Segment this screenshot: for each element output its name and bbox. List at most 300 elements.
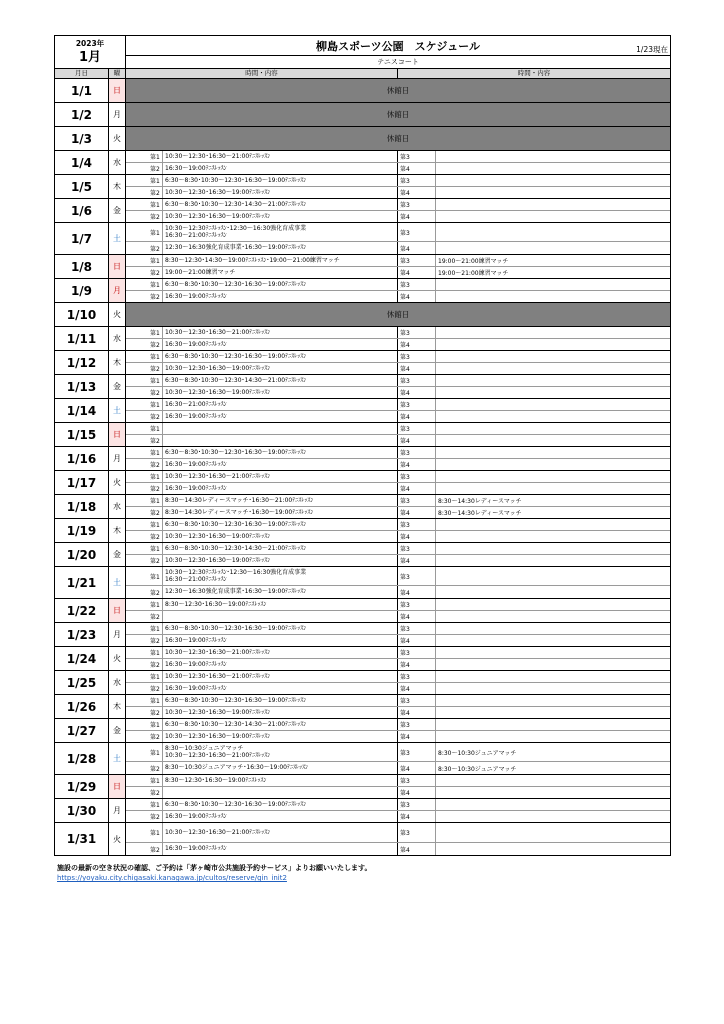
court-label: 第3	[398, 599, 436, 610]
court-label: 第4	[398, 811, 436, 822]
court-slots	[126, 351, 670, 374]
slot-row	[126, 423, 670, 435]
court-label: 第2	[126, 683, 163, 694]
day-row	[55, 599, 670, 623]
court-slots	[126, 647, 670, 670]
court-schedule	[436, 387, 670, 398]
court-schedule: 10:30～12:30･16:30～19:00ﾃﾆｽﾚｯｽﾝ	[163, 531, 398, 542]
court-schedule: 10:30～12:30･16:30～21:00ﾃﾆｽﾚｯｽﾝ	[163, 823, 398, 842]
day-date: 1/24	[55, 647, 109, 670]
day-date: 1/26	[55, 695, 109, 718]
slot-row	[126, 647, 670, 659]
slot-row	[126, 611, 670, 622]
court-schedule	[436, 775, 670, 786]
court-slots	[126, 519, 670, 542]
slot-row	[126, 743, 670, 762]
day-of-week: 木	[109, 695, 126, 718]
court-label: 第2	[126, 611, 163, 622]
slot-row	[126, 599, 670, 611]
court-label: 第4	[398, 731, 436, 742]
day-row	[55, 103, 670, 127]
court-label: 第1	[126, 775, 163, 786]
court-label: 第1	[126, 375, 163, 386]
court-label: 第1	[126, 327, 163, 338]
day-date: 1/11	[55, 327, 109, 350]
day-date: 1/10	[55, 303, 109, 326]
court-schedule: 6:30～8:30･10:30～12:30･16:30～19:00ﾃﾆｽﾚｯｽﾝ	[163, 799, 398, 810]
day-date: 1/1	[55, 79, 109, 102]
day-row	[55, 375, 670, 399]
court-schedule	[436, 483, 670, 494]
venue-label: テニスコート	[126, 55, 670, 68]
slot-row	[126, 507, 670, 518]
day-date: 1/31	[55, 823, 109, 855]
court-label: 第1	[126, 599, 163, 610]
court-label: 第2	[126, 435, 163, 446]
court-label: 第3	[398, 799, 436, 810]
slot-row	[126, 787, 670, 798]
closed-banner: 休館日	[126, 79, 670, 102]
court-schedule: 10:30～12:30･16:30～19:00ﾃﾆｽﾚｯｽﾝ	[163, 707, 398, 718]
day-of-week: 火	[109, 303, 126, 326]
court-label: 第3	[398, 567, 436, 585]
day-date: 1/28	[55, 743, 109, 774]
court-schedule: 6:30～8:30･10:30～12:30･16:30～19:00ﾃﾆｽﾚｯｽﾝ	[163, 351, 398, 362]
court-schedule: 6:30～8:30･10:30～12:30･16:30～19:00ﾃﾆｽﾚｯｽﾝ	[163, 279, 398, 290]
court-label: 第1	[126, 351, 163, 362]
court-schedule: 16:30～19:00ﾃﾆｽﾚｯｽﾝ	[163, 683, 398, 694]
court-slots	[126, 743, 670, 774]
court-schedule: 6:30～8:30･10:30～12:30･16:30～19:00ﾃﾆｽﾚｯｽﾝ	[163, 623, 398, 634]
court-label: 第2	[126, 507, 163, 518]
court-label: 第2	[126, 267, 163, 278]
court-label: 第2	[126, 387, 163, 398]
court-schedule	[436, 543, 670, 554]
slot-row	[126, 459, 670, 470]
court-label: 第4	[398, 291, 436, 302]
day-date: 1/18	[55, 495, 109, 518]
court-label: 第2	[126, 291, 163, 302]
court-label: 第4	[398, 787, 436, 798]
court-label: 第2	[126, 411, 163, 422]
day-date: 1/25	[55, 671, 109, 694]
court-label: 第3	[398, 543, 436, 554]
court-schedule	[436, 199, 670, 210]
court-schedule	[436, 823, 670, 842]
court-label: 第1	[126, 175, 163, 186]
court-schedule	[436, 423, 670, 434]
day-date: 1/5	[55, 175, 109, 198]
closed-banner: 休館日	[126, 127, 670, 150]
court-slots	[126, 151, 670, 174]
day-of-week: 水	[109, 495, 126, 518]
court-label: 第1	[126, 423, 163, 434]
court-label: 第1	[126, 279, 163, 290]
court-schedule: 8:30～10:30ジュニアマッチ･16:30～19:00ﾃﾆｽﾚｯｽﾝ	[163, 762, 398, 774]
court-schedule	[436, 683, 670, 694]
court-label: 第3	[398, 327, 436, 338]
court-schedule	[436, 799, 670, 810]
day-date: 1/22	[55, 599, 109, 622]
court-label: 第2	[126, 811, 163, 822]
court-schedule: 10:30～12:30･16:30～19:00ﾃﾆｽﾚｯｽﾝ	[163, 187, 398, 198]
court-schedule	[436, 695, 670, 706]
court-slots	[126, 495, 670, 518]
day-date: 1/29	[55, 775, 109, 798]
court-schedule	[436, 211, 670, 222]
slot-row	[126, 151, 670, 163]
court-schedule	[436, 187, 670, 198]
court-label: 第2	[126, 187, 163, 198]
court-schedule	[163, 787, 398, 798]
court-label: 第3	[398, 495, 436, 506]
court-schedule: 10:30～12:30ﾃﾆｽﾚｯｽﾝ･12:30～16:30強化育成事業 16:30～21:00ﾃﾆｽﾚｯｽﾝ	[163, 223, 398, 241]
court-schedule: 6:30～8:30･10:30～12:30･16:30～19:00ﾃﾆｽﾚｯｽﾝ	[163, 175, 398, 186]
year-label: 2023年	[75, 39, 105, 48]
court-schedule: 16:30～19:00ﾃﾆｽﾚｯｽﾝ	[163, 659, 398, 670]
day-date: 1/30	[55, 799, 109, 822]
court-schedule: 10:30～12:30･16:30～19:00ﾃﾆｽﾚｯｽﾝ	[163, 387, 398, 398]
slot-row	[126, 387, 670, 398]
slot-row	[126, 495, 670, 507]
court-schedule	[436, 731, 670, 742]
day-date: 1/3	[55, 127, 109, 150]
footnote: 施設の最新の空き状況の確認、ご予約は「茅ヶ崎市公共施設予約サービス」よりお願いいたします。	[57, 864, 372, 872]
day-of-week: 土	[109, 223, 126, 254]
column-header-courts-3-4: 時間・内容	[517, 69, 551, 77]
court-label: 第1	[126, 255, 163, 266]
court-slots	[126, 327, 670, 350]
court-schedule: 6:30～8:30･10:30～12:30･14:30～21:00ﾃﾆｽﾚｯｽﾝ	[163, 543, 398, 554]
day-date: 1/7	[55, 223, 109, 254]
court-schedule	[436, 611, 670, 622]
court-schedule: 16:30～19:00ﾃﾆｽﾚｯｽﾝ	[163, 843, 398, 855]
day-of-week: 日	[109, 775, 126, 798]
day-row	[55, 127, 670, 151]
column-header-courts-1-2: 時間・内容	[126, 69, 398, 78]
court-schedule	[436, 599, 670, 610]
court-schedule: 8:30～14:30レディースマッチ	[438, 497, 522, 505]
closed-banner: 休館日	[126, 103, 670, 126]
court-schedule: 8:30～10:30ジュニアマッチ	[438, 765, 517, 773]
court-label: 第3	[398, 175, 436, 186]
court-schedule	[436, 531, 670, 542]
court-label: 第4	[398, 459, 436, 470]
slot-row	[126, 447, 670, 459]
day-row	[55, 743, 670, 775]
court-label: 第3	[398, 471, 436, 482]
court-label: 第4	[398, 387, 436, 398]
day-of-week: 月	[109, 799, 126, 822]
day-row	[55, 623, 670, 647]
court-schedule	[436, 242, 670, 254]
day-row	[55, 279, 670, 303]
court-schedule	[436, 151, 670, 162]
closed-banner: 休館日	[126, 303, 670, 326]
court-label: 第1	[126, 743, 163, 761]
court-schedule: 16:30～19:00ﾃﾆｽﾚｯｽﾝ	[163, 291, 398, 302]
day-row	[55, 719, 670, 743]
slot-row	[126, 843, 670, 855]
court-label: 第4	[398, 187, 436, 198]
court-label: 第1	[126, 399, 163, 410]
day-date: 1/9	[55, 279, 109, 302]
day-of-week: 土	[109, 399, 126, 422]
day-of-week: 火	[109, 127, 126, 150]
court-schedule: 16:30～19:00ﾃﾆｽﾚｯｽﾝ	[163, 339, 398, 350]
court-label: 第4	[398, 683, 436, 694]
day-date: 1/13	[55, 375, 109, 398]
court-slots	[126, 823, 670, 855]
day-row	[55, 199, 670, 223]
slot-row	[126, 586, 670, 598]
slot-row	[126, 531, 670, 542]
court-schedule	[436, 811, 670, 822]
title-box	[126, 36, 670, 68]
day-row	[55, 399, 670, 423]
court-schedule: 6:30～8:30･10:30～12:30･14:30～21:00ﾃﾆｽﾚｯｽﾝ	[163, 375, 398, 386]
column-header-dow: 曜	[109, 69, 126, 78]
slot-row	[126, 775, 670, 787]
court-schedule	[436, 351, 670, 362]
court-schedule	[436, 659, 670, 670]
court-label: 第3	[398, 743, 436, 761]
day-of-week: 水	[109, 151, 126, 174]
day-row	[55, 423, 670, 447]
day-row	[55, 327, 670, 351]
slot-row	[126, 163, 670, 174]
day-row	[55, 351, 670, 375]
court-label: 第3	[398, 775, 436, 786]
court-slots	[126, 199, 670, 222]
slot-row	[126, 291, 670, 302]
court-label: 第2	[126, 242, 163, 254]
court-label: 第3	[398, 671, 436, 682]
day-row	[55, 447, 670, 471]
day-of-week: 火	[109, 471, 126, 494]
court-schedule: 19:00～21:00練習マッチ	[438, 269, 509, 277]
court-label: 第3	[398, 199, 436, 210]
court-label: 第2	[126, 459, 163, 470]
court-label: 第2	[126, 762, 163, 774]
court-schedule: 16:30～19:00ﾃﾆｽﾚｯｽﾝ	[163, 483, 398, 494]
court-schedule	[163, 611, 398, 622]
court-schedule	[436, 647, 670, 658]
court-schedule: 10:30～12:30･16:30～21:00ﾃﾆｽﾚｯｽﾝ	[163, 327, 398, 338]
slot-row	[126, 435, 670, 446]
slot-row	[126, 242, 670, 254]
court-label: 第1	[126, 199, 163, 210]
court-label: 第4	[398, 211, 436, 222]
court-slots	[126, 671, 670, 694]
court-schedule	[436, 339, 670, 350]
court-label: 第4	[398, 707, 436, 718]
court-schedule	[436, 291, 670, 302]
court-schedule	[436, 163, 670, 174]
court-label: 第3	[398, 375, 436, 386]
court-label: 第4	[398, 635, 436, 646]
court-label: 第4	[398, 163, 436, 174]
court-label: 第4	[398, 339, 436, 350]
period-box	[55, 36, 126, 68]
column-header-date: 月日	[55, 69, 109, 78]
court-schedule: 12:30～16:30強化育成事業･16:30～19:00ﾃﾆｽﾚｯｽﾝ	[163, 242, 398, 254]
day-of-week: 土	[109, 567, 126, 598]
court-label: 第1	[126, 519, 163, 530]
court-schedule	[436, 719, 670, 730]
day-date: 1/20	[55, 543, 109, 566]
schedule-body	[55, 79, 670, 855]
court-slots	[126, 447, 670, 470]
court-schedule	[436, 327, 670, 338]
slot-row	[126, 175, 670, 187]
day-of-week: 月	[109, 103, 126, 126]
court-schedule: 6:30～8:30･10:30～12:30･14:30～21:00ﾃﾆｽﾚｯｽﾝ	[163, 719, 398, 730]
reservation-link[interactable]: https://yoyaku.city.chigasaki.kanagawa.jp/cultos/reserve/gin_init2	[57, 874, 287, 882]
slot-row	[126, 471, 670, 483]
day-row	[55, 151, 670, 175]
slot-row	[126, 567, 670, 586]
court-label: 第4	[398, 411, 436, 422]
court-label: 第4	[398, 555, 436, 566]
day-row	[55, 775, 670, 799]
slot-row	[126, 707, 670, 718]
as-of-date: 1/23現在	[636, 45, 668, 54]
court-label: 第4	[398, 363, 436, 374]
court-slots	[126, 543, 670, 566]
day-of-week: 日	[109, 79, 126, 102]
court-schedule: 16:30～19:00ﾃﾆｽﾚｯｽﾝ	[163, 459, 398, 470]
court-schedule: 6:30～8:30･10:30～12:30･16:30～19:00ﾃﾆｽﾚｯｽﾝ	[163, 519, 398, 530]
court-schedule	[436, 519, 670, 530]
day-date: 1/14	[55, 399, 109, 422]
court-label: 第2	[126, 531, 163, 542]
court-label: 第3	[398, 279, 436, 290]
court-schedule: 10:30～12:30･16:30～21:00ﾃﾆｽﾚｯｽﾝ	[163, 647, 398, 658]
month-label: 1月	[78, 50, 102, 65]
court-slots	[126, 799, 670, 822]
court-schedule	[436, 555, 670, 566]
court-label: 第4	[398, 611, 436, 622]
day-of-week: 金	[109, 199, 126, 222]
slot-row	[126, 823, 670, 843]
slot-row	[126, 255, 670, 267]
slot-row	[126, 695, 670, 707]
court-slots	[126, 623, 670, 646]
court-label: 第4	[398, 531, 436, 542]
court-schedule	[436, 223, 670, 241]
day-row	[55, 567, 670, 599]
court-label: 第1	[126, 623, 163, 634]
day-of-week: 日	[109, 599, 126, 622]
court-schedule: 6:30～8:30･10:30～12:30･16:30～19:00ﾃﾆｽﾚｯｽﾝ	[163, 695, 398, 706]
day-date: 1/17	[55, 471, 109, 494]
slot-row	[126, 731, 670, 742]
court-schedule	[436, 623, 670, 634]
court-schedule: 12:30～16:30強化育成事業･16:30～19:00ﾃﾆｽﾚｯｽﾝ	[163, 586, 398, 598]
schedule-header	[55, 36, 670, 69]
column-header-row	[55, 69, 670, 79]
court-label: 第2	[126, 707, 163, 718]
court-schedule: 16:30～19:00ﾃﾆｽﾚｯｽﾝ	[163, 811, 398, 822]
court-schedule: 8:30～12:30･14:30～19:00ﾃﾆｽﾚｯｽﾝ･19:00～21:00練習マッチ	[163, 255, 398, 266]
court-label: 第2	[126, 163, 163, 174]
day-row	[55, 543, 670, 567]
day-date: 1/6	[55, 199, 109, 222]
court-label: 第1	[126, 671, 163, 682]
court-label: 第4	[398, 507, 436, 518]
court-label: 第4	[398, 843, 436, 855]
slot-row	[126, 683, 670, 694]
day-row	[55, 647, 670, 671]
court-slots	[126, 423, 670, 446]
court-label: 第3	[398, 447, 436, 458]
court-schedule: 8:30～10:30ジュニアマッチ 10:30～12:30･16:30～21:00ﾃﾆｽﾚｯｽﾝ	[163, 743, 398, 761]
court-schedule: 19:00～21:00練習マッチ	[438, 257, 509, 265]
day-row	[55, 223, 670, 255]
court-schedule	[436, 175, 670, 186]
court-label: 第4	[398, 242, 436, 254]
court-label: 第3	[398, 695, 436, 706]
court-schedule: 16:30～19:00ﾃﾆｽﾚｯｽﾝ	[163, 635, 398, 646]
day-of-week: 月	[109, 447, 126, 470]
slot-row	[126, 799, 670, 811]
court-schedule: 10:30～12:30･16:30～19:00ﾃﾆｽﾚｯｽﾝ	[163, 211, 398, 222]
day-row	[55, 695, 670, 719]
slot-row	[126, 762, 670, 774]
slot-row	[126, 543, 670, 555]
court-schedule	[436, 586, 670, 598]
court-slots	[126, 175, 670, 198]
court-schedule	[436, 635, 670, 646]
court-slots	[126, 399, 670, 422]
slot-row	[126, 555, 670, 566]
court-label: 第1	[126, 447, 163, 458]
court-label: 第3	[398, 647, 436, 658]
slot-row	[126, 411, 670, 422]
day-date: 1/8	[55, 255, 109, 278]
day-of-week: 日	[109, 423, 126, 446]
day-date: 1/4	[55, 151, 109, 174]
court-label: 第4	[398, 762, 436, 774]
court-slots	[126, 719, 670, 742]
court-label: 第3	[398, 623, 436, 634]
day-of-week: 木	[109, 519, 126, 542]
court-label: 第1	[126, 471, 163, 482]
court-schedule: 10:30～12:30･16:30～19:00ﾃﾆｽﾚｯｽﾝ	[163, 555, 398, 566]
court-schedule: 16:30～19:00ﾃﾆｽﾚｯｽﾝ	[163, 411, 398, 422]
slot-row	[126, 719, 670, 731]
court-schedule: 10:30～12:30･16:30～19:00ﾃﾆｽﾚｯｽﾝ	[163, 731, 398, 742]
court-schedule: 8:30～10:30ジュニアマッチ	[438, 749, 517, 757]
day-of-week: 金	[109, 543, 126, 566]
court-label: 第4	[398, 483, 436, 494]
court-label: 第2	[126, 483, 163, 494]
court-schedule	[436, 411, 670, 422]
court-schedule	[436, 459, 670, 470]
court-label: 第4	[398, 267, 436, 278]
court-schedule	[436, 567, 670, 585]
day-of-week: 水	[109, 671, 126, 694]
court-slots	[126, 471, 670, 494]
court-schedule: 8:30～12:30･16:30～19:00ﾃﾆｽﾚｯｽﾝ	[163, 599, 398, 610]
court-label: 第1	[126, 823, 163, 842]
day-of-week: 金	[109, 375, 126, 398]
court-slots	[126, 695, 670, 718]
court-schedule: 10:30～12:30･16:30～19:00ﾃﾆｽﾚｯｽﾝ	[163, 363, 398, 374]
day-of-week: 火	[109, 823, 126, 855]
court-schedule	[436, 787, 670, 798]
